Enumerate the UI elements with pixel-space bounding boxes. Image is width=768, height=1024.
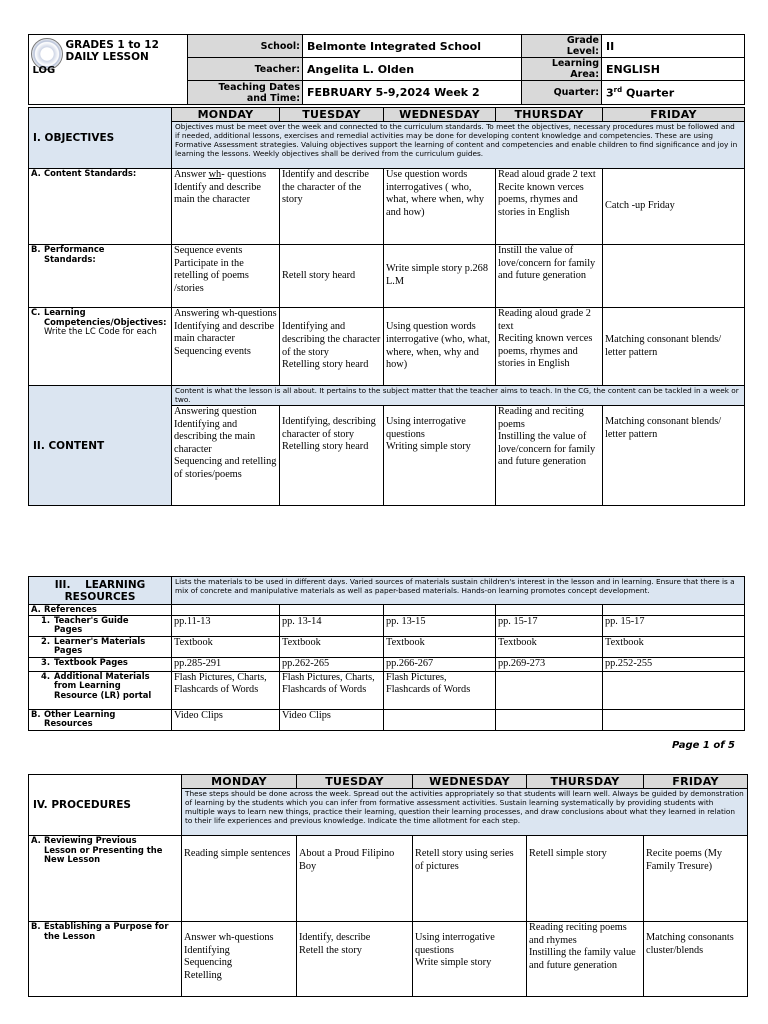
quarter-sup: rd [613, 85, 623, 94]
objectives-title: I. OBJECTIVES [29, 108, 172, 169]
page-number: Page 1 of 5 [672, 740, 735, 751]
rv-num: A. [31, 835, 41, 845]
ref-num: A. [31, 604, 41, 614]
rv-monday: Reading simple sentences [182, 836, 297, 922]
header-table [28, 34, 745, 105]
am-tuesday: Flash Pictures, Charts, Flashcards of Words [280, 671, 384, 709]
cs-friday: Catch -up Friday [603, 169, 745, 245]
procedures-title: IV. PROCEDURES [29, 775, 182, 836]
or-wednesday [384, 709, 496, 730]
ps-num: B. [31, 244, 41, 254]
ps-label: Performance Standards: [44, 244, 105, 264]
rv-friday: Recite poems (My Family Tresure) [644, 836, 748, 922]
tp-friday: pp.252-255 [603, 657, 745, 671]
content-wednesday: Using interrogative questions Writing simple story [384, 406, 496, 506]
or-num: B. [31, 709, 41, 719]
grade-level-label [522, 35, 602, 58]
lc-note: Write the LC Code for each [44, 326, 157, 336]
references-label [29, 605, 172, 616]
day-header-monday: MONDAY [172, 108, 280, 122]
tg-monday: pp.11-13 [172, 615, 280, 636]
lm-friday: Textbook [603, 636, 745, 657]
teaching-dates-label [188, 81, 303, 105]
proc-day-friday: FRIDAY [644, 775, 748, 789]
content-friday: Matching consonant blends/ letter pattern [603, 406, 745, 506]
lc-num: C. [31, 307, 41, 317]
lc-friday: Matching consonant blends/ letter pattern [603, 308, 745, 386]
es-tuesday: Identify, describe Retell the story [297, 922, 413, 997]
ref-label: References [44, 604, 97, 614]
references-friday [603, 605, 745, 616]
tg-wednesday: pp. 13-15 [384, 615, 496, 636]
lc-wednesday: Using question words interrogative (who, what, where, when, why and how) [384, 308, 496, 386]
content-standards-label [29, 169, 172, 245]
resources-title-1: III. LEARNING [54, 578, 146, 591]
ps-tuesday: Retell story heard [280, 245, 384, 308]
area-label-1: Learning [551, 58, 599, 69]
content-monday: Answering question Identifying and describing the main character Sequencing and retelling of stories/poems [172, 406, 280, 506]
teacher-label: Teacher: [188, 58, 303, 81]
es-wednesday: Using interrogative questions Write simple story [413, 922, 527, 997]
learning-competencies-label [29, 308, 172, 386]
content-thursday: Reading and reciting poems Instilling the value of love/concern for family and future generation [496, 406, 603, 506]
lm-label: Learner's Materials Pages [54, 636, 146, 655]
rv-tuesday: About a Proud Filipino Boy [297, 836, 413, 922]
references-wednesday [384, 605, 496, 616]
tg-friday: pp. 15-17 [603, 615, 745, 636]
dll-title-line2: DAILY LESSON [65, 50, 149, 63]
am-friday [603, 671, 745, 709]
proc-day-thursday: THURSDAY [527, 775, 644, 789]
am-wednesday: Flash Pictures, Flashcards of Words [384, 671, 496, 709]
content-title: II. CONTENT [29, 386, 172, 506]
lm-tuesday: Textbook [280, 636, 384, 657]
dll-title-line3: LOG [32, 64, 56, 76]
lm-thursday: Textbook [496, 636, 603, 657]
learning-area-value: ENGLISH [602, 58, 745, 81]
rv-wednesday: Retell story using series of pictures [413, 836, 527, 922]
quarter-rest: Quarter [622, 86, 675, 100]
lm-wednesday: Textbook [384, 636, 496, 657]
lm-num: 2. [41, 636, 51, 646]
dates-label-2: and Time: [246, 92, 300, 104]
resources-table [28, 576, 745, 731]
tp-monday: pp.285-291 [172, 657, 280, 671]
am-monday: Flash Pictures, Charts, Flashcards of Words [172, 671, 280, 709]
objectives-description: Objectives must be meet over the week and connected to the curriculum standards. To meet the objectives, necessary procedures must be followed and if needed, additional lessons, exercises and remedial activities may be done for developing content knowledge and competencies. These are using Formative Assessment strategies. Valuing objectives support the learning of content and competencies and enable children to find significance and joy in learning the lessons. Weekly objectives shall be derived from the curriculum guides. [172, 122, 745, 169]
or-label: Other Learning Resources [44, 709, 116, 728]
school-value: Belmonte Integrated School [303, 35, 522, 58]
tp-thursday: pp.269-273 [496, 657, 603, 671]
lc-tuesday: Identifying and describing the character of the story Retelling story heard [280, 308, 384, 386]
proc-day-wednesday: WEDNESDAY [413, 775, 527, 789]
grade-label-2: Level: [566, 46, 599, 57]
performance-standards-label [29, 245, 172, 308]
teachers-guide-label [29, 615, 172, 636]
cs-thursday: Read aloud grade 2 text Recite known verces poems, rhymes and stories in English [496, 169, 603, 245]
es-friday: Matching consonants cluster/blends [644, 922, 748, 997]
or-tuesday: Video Clips [280, 709, 384, 730]
resources-description: Lists the materials to be used in different days. Varied sources of materials sustain children's interest in the lesson and in learning. Ensure that there is a mix of concrete and manipulative materials as well as paper-based materials. Hands-on learning promotes concept development. [172, 577, 745, 605]
cs-wednesday: Use question words interrogatives ( who, what, where when, why and how) [384, 169, 496, 245]
tp-wednesday: pp.266-267 [384, 657, 496, 671]
day-header-friday: FRIDAY [603, 108, 745, 122]
lc-label: Learning Competencies/Objectives: [44, 307, 167, 327]
grade-level-value: II [602, 35, 745, 58]
procedures-table [28, 774, 748, 997]
tg-thursday: pp. 15-17 [496, 615, 603, 636]
proc-day-monday: MONDAY [182, 775, 297, 789]
es-num: B. [31, 921, 41, 931]
lm-monday: Textbook [172, 636, 280, 657]
teacher-value: Angelita L. Olden [303, 58, 522, 81]
objectives-table [28, 107, 745, 506]
tg-label: Teacher's Guide Pages [54, 615, 129, 634]
logo-title-cell [29, 35, 188, 105]
rv-label: Reviewing Previous Lesson or Presenting the New Lesson [44, 835, 163, 864]
or-friday [603, 709, 745, 730]
teaching-dates-value: FEBRUARY 5-9,2024 Week 2 [303, 81, 522, 105]
ps-wednesday: Write simple story p.268 L.M [384, 245, 496, 308]
references-monday [172, 605, 280, 616]
cs-monday [172, 169, 280, 245]
tp-tuesday: pp.262-265 [280, 657, 384, 671]
ps-friday [603, 245, 745, 308]
cs-label: Content Standards: [44, 168, 137, 178]
tp-label: Textbook Pages [54, 657, 128, 667]
es-thursday: Reading reciting poems and rhymes Instilling the family value and future generation [527, 922, 644, 997]
dll-title-line1: GRADES 1 to 12 [65, 38, 159, 51]
cs-tuesday: Identify and describe the character of the story [280, 169, 384, 245]
resources-title-2: RESOURCES [64, 590, 136, 603]
lc-thursday: Reading aloud grade 2 text Reciting known verces poems, rhymes and stories in English [496, 308, 603, 386]
am-label: Additional Materials from Learning Resource (LR) portal [54, 671, 152, 700]
area-label-2: Area: [570, 69, 599, 80]
or-thursday [496, 709, 603, 730]
content-description: Content is what the lesson is all about. It pertains to the subject matter that the teacher aims to teach. In the CG, the content can be tackled in a week or two. [172, 386, 745, 406]
content-tuesday: Identifying, describing character of story Retelling story heard [280, 406, 384, 506]
lc-label-wrap [44, 307, 167, 337]
cs-monday-wh: wh [208, 169, 222, 180]
or-monday: Video Clips [172, 709, 280, 730]
am-num: 4. [41, 671, 51, 681]
additional-materials-label [29, 671, 172, 709]
day-header-tuesday: TUESDAY [280, 108, 384, 122]
tg-num: 1. [41, 615, 51, 625]
learning-area-label [522, 58, 602, 81]
am-thursday [496, 671, 603, 709]
other-resources-label [29, 709, 172, 730]
grade-label-1: Grade [566, 35, 599, 46]
quarter-value [602, 81, 745, 105]
cs-num: A. [31, 168, 41, 178]
day-header-thursday: THURSDAY [496, 108, 603, 122]
cs-monday-pre: Answer [174, 169, 209, 180]
ps-thursday: Instill the value of love/concern for family and future generation [496, 245, 603, 308]
quarter-num: 3 [606, 86, 614, 100]
day-header-wednesday: WEDNESDAY [384, 108, 496, 122]
es-monday: Answer wh-questions Identifying Sequencing Retelling [182, 922, 297, 997]
establishing-label [29, 922, 182, 997]
cs-monday-post: - questions Identify and describe main the character [174, 169, 267, 206]
reviewing-label [29, 836, 182, 922]
tp-num: 3. [41, 657, 51, 667]
lc-monday: Answering wh-questions Identifying and describe main character Sequencing events [172, 308, 280, 386]
tg-tuesday: pp. 13-14 [280, 615, 384, 636]
learners-materials-label [29, 636, 172, 657]
quarter-label: Quarter: [522, 81, 602, 105]
es-label: Establishing a Purpose for the Lesson [44, 921, 169, 941]
rv-thursday: Retell simple story [527, 836, 644, 922]
textbook-pages-label [29, 657, 172, 671]
dates-label-1: Teaching Dates [218, 81, 300, 93]
ps-monday: Sequence events Participate in the retelling of poems /stories [172, 245, 280, 308]
references-tuesday [280, 605, 384, 616]
procedures-description: These steps should be done across the week. Spread out the activities appropriately so that students will learn well. Always be guided by demonstration of learning by the students which you can infer from formative assessment activities. Sustain learning systematically by providing students with multiple ways to learn new things, practice their learning, question their learning processes, and draw conclusions about what they learned in relation to their life experiences and previous knowledge. Indicate the time allotment for each step. [182, 789, 748, 836]
proc-day-tuesday: TUESDAY [297, 775, 413, 789]
school-label: School: [188, 35, 303, 58]
references-thursday [496, 605, 603, 616]
resources-title [29, 577, 172, 605]
